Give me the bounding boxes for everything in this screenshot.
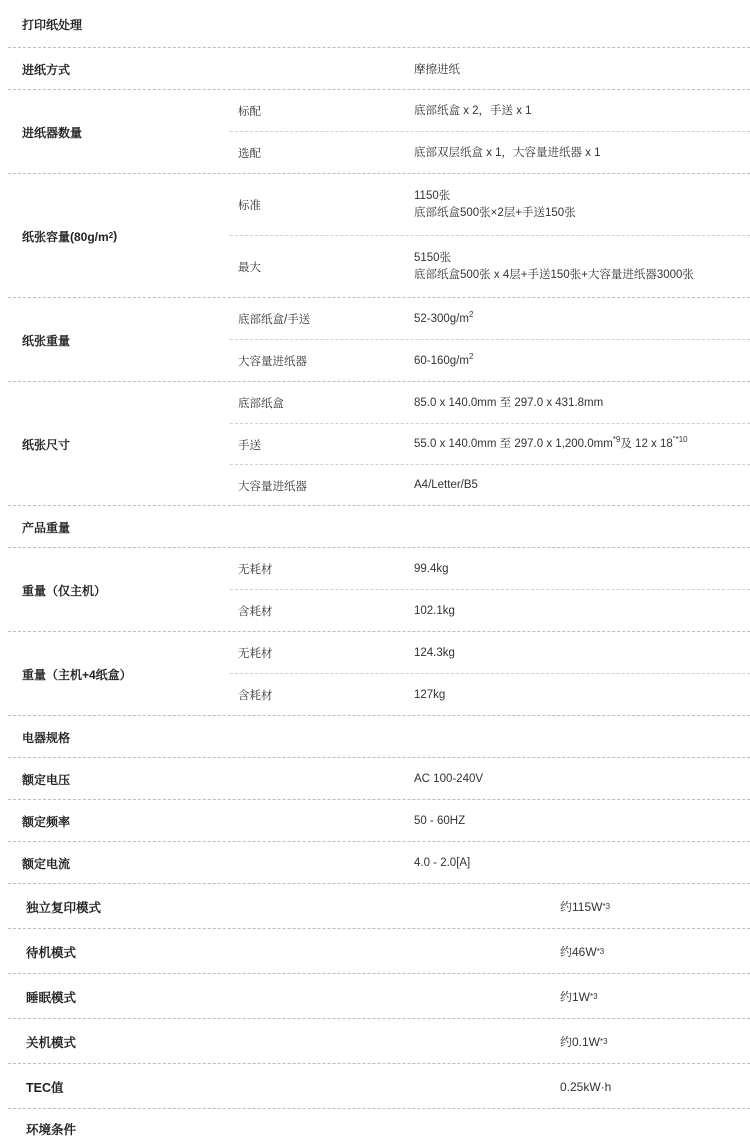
sub-row bbox=[0, 674, 750, 716]
sub-value: 底部纸盒 x 2，手送 x 1 bbox=[414, 104, 532, 117]
row-label: 纸张容量(80g/m 2 ) bbox=[22, 229, 118, 244]
row-label: TEC值 bbox=[26, 1080, 64, 1095]
sub-value: 5150张 底部纸盒500张 x 4层+手送150张+大容量进纸器3000张 bbox=[414, 252, 694, 281]
row-label: 纸张重量 bbox=[22, 333, 71, 348]
row-label: 进纸器数量 bbox=[22, 125, 83, 140]
sub-row bbox=[0, 382, 750, 424]
row-power-copy bbox=[0, 884, 750, 929]
sub-row bbox=[0, 174, 750, 236]
sub-label: 无耗材 bbox=[238, 564, 273, 576]
sub-label: 标准 bbox=[238, 200, 261, 212]
row-label: 睡眠模式 bbox=[26, 990, 77, 1005]
sub-value: 99.4kg bbox=[414, 562, 449, 575]
sub-row bbox=[0, 424, 750, 465]
row-value: 4.0 - 2.0[A] bbox=[414, 857, 471, 869]
row-paper-size bbox=[0, 382, 750, 506]
sub-value: 55.0 x 140.0mm 至 297.0 x $1,200.0mm^{*9}$及 12 x $18^{"*10}$ bbox=[414, 435, 688, 450]
row-label: 关机模式 bbox=[26, 1035, 77, 1050]
section-title: 产品重量 bbox=[22, 520, 71, 535]
sub-value: 85.0 x 140.0mm 至 297.0 x 431.8mm bbox=[414, 396, 604, 409]
section-electrical bbox=[0, 716, 750, 758]
sub-value: A4/Letter/B5 bbox=[414, 479, 478, 491]
row-label: 进纸方式 bbox=[22, 62, 71, 77]
sub-label: 含耗材 bbox=[238, 606, 273, 618]
row-label: 额定频率 bbox=[22, 814, 71, 829]
row-label: 纸张尺寸 bbox=[22, 437, 71, 452]
row-paper-weight bbox=[0, 298, 750, 382]
sub-label: 标配 bbox=[238, 106, 261, 118]
row-weight-4tray bbox=[0, 632, 750, 716]
sub-row bbox=[0, 340, 750, 382]
sub-value: 底部双层纸盒 x 1，大容量进纸器 x 1 bbox=[414, 146, 601, 159]
row-value: 摩擦进纸 bbox=[414, 64, 460, 76]
sub-label: 底部纸盒/手送 bbox=[238, 314, 311, 326]
sub-label: 手送 bbox=[238, 439, 261, 452]
sub-row bbox=[0, 236, 750, 298]
sub-label: 大容量进纸器 bbox=[238, 480, 307, 493]
sub-row bbox=[0, 590, 750, 632]
sub-value: 124.3kg bbox=[414, 646, 455, 659]
sub-row bbox=[0, 298, 750, 340]
sub-label: 大容量进纸器 bbox=[238, 356, 307, 368]
row-rated-frequency bbox=[0, 800, 750, 842]
row-label: 独立复印模式 bbox=[26, 900, 102, 915]
section-product-weight bbox=[0, 506, 750, 548]
row-value: AC 100-240V bbox=[414, 773, 484, 785]
row-value: 0.25kW·h bbox=[560, 1079, 612, 1094]
sub-value: $60-160g/m^2$ bbox=[414, 351, 474, 367]
sub-row bbox=[0, 632, 750, 674]
row-power-off bbox=[0, 1019, 750, 1064]
row-value: 约1W *3 bbox=[560, 990, 598, 1004]
sub-label: 底部纸盒 bbox=[238, 398, 284, 410]
section-title: 电器规格 bbox=[22, 730, 71, 745]
row-value: 50 - 60HZ bbox=[414, 815, 466, 827]
row-weight-main bbox=[0, 548, 750, 632]
row-power-sleep bbox=[0, 974, 750, 1019]
row-label: 重量（仅主机） bbox=[22, 583, 107, 598]
row-value: 约46W *3 bbox=[560, 945, 605, 959]
row-paper-capacity bbox=[0, 174, 750, 298]
row-label: 额定电流 bbox=[22, 856, 71, 871]
row-label: 额定电压 bbox=[22, 772, 71, 787]
row-value: 约115W *3 bbox=[560, 900, 611, 914]
row-label: 待机模式 bbox=[26, 945, 77, 960]
row-feed-method bbox=[0, 48, 750, 90]
sub-row bbox=[0, 548, 750, 590]
row-rated-voltage bbox=[0, 758, 750, 800]
row-tec bbox=[0, 1064, 750, 1109]
section-environment bbox=[0, 1109, 750, 1144]
row-value: 约0.1W *3 bbox=[560, 1035, 608, 1049]
sub-value: 102.1kg bbox=[414, 604, 455, 617]
sub-row bbox=[0, 90, 750, 132]
sub-row bbox=[0, 465, 750, 506]
row-label: 重量（主机+4纸盒） bbox=[22, 667, 132, 682]
section-paper-handling bbox=[0, 0, 750, 48]
sub-row bbox=[0, 132, 750, 174]
sub-value: 1150张 底部纸盒500张×2层+手送150张 bbox=[414, 190, 576, 219]
section-title: 环境条件 bbox=[26, 1123, 77, 1137]
sub-label: 含耗材 bbox=[238, 690, 273, 702]
sub-label: 最大 bbox=[238, 262, 261, 274]
section-title: 打印纸处理 bbox=[22, 17, 83, 32]
sub-label: 选配 bbox=[238, 148, 261, 160]
row-feeder-count bbox=[0, 90, 750, 174]
sub-value: 127kg bbox=[414, 688, 446, 701]
row-rated-current bbox=[0, 842, 750, 884]
row-power-standby bbox=[0, 929, 750, 974]
sub-label: 无耗材 bbox=[238, 648, 273, 660]
sub-value: $52-300g/m^2$ bbox=[414, 309, 474, 325]
